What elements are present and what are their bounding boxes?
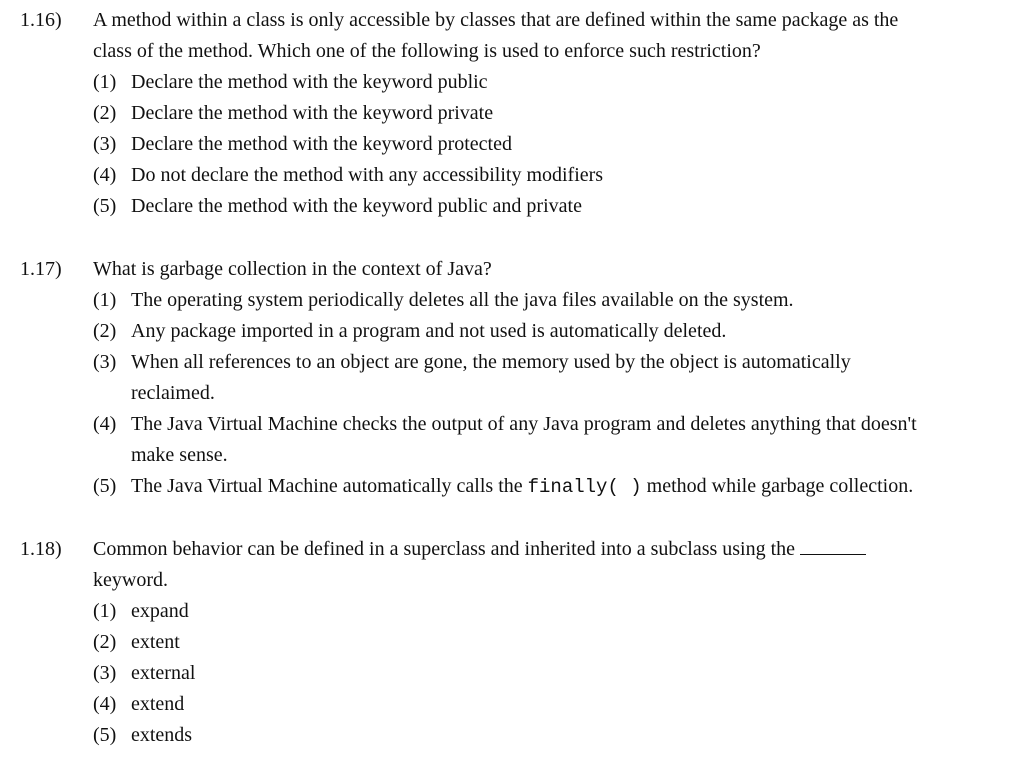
option-text: extends: [131, 724, 193, 746]
option-text: extent: [131, 631, 180, 653]
option-number: (3): [93, 133, 117, 155]
option-number: (2): [93, 102, 117, 124]
option-number: (3): [93, 351, 117, 373]
option-text: Do not declare the method with any accessibility modifiers: [131, 164, 604, 186]
option-number: (4): [93, 693, 117, 715]
question-line: A method within a class is only accessible by classes that are defined within the same package as the: [93, 9, 899, 31]
option-number: (1): [93, 71, 117, 93]
question-line: [93, 534, 866, 565]
option-4: [93, 160, 603, 191]
option-number: (5): [93, 195, 117, 217]
option-text: Declare the method with the keyword protected: [131, 133, 512, 155]
option-text: extend: [131, 693, 185, 715]
option-text: The operating system periodically deletes all the java files available on the system.: [131, 289, 794, 311]
option-3: [93, 129, 603, 160]
option-5: [93, 191, 603, 222]
option-number: (1): [93, 600, 117, 622]
option-1: [93, 596, 195, 627]
option-text: Declare the method with the keyword public: [131, 71, 488, 93]
answer-blank: [800, 536, 866, 555]
option-1: [93, 285, 917, 316]
option-list: [93, 67, 603, 222]
option-number: (1): [93, 289, 117, 311]
option-text-before: The Java Virtual Machine automatically calls the: [131, 475, 523, 497]
option-text-continued: make sense.: [131, 444, 228, 466]
question-text: [93, 254, 492, 285]
option-text: Any package imported in a program and not used is automatically deleted.: [131, 320, 727, 342]
question-line-text: Common behavior can be defined in a superclass and inherited into a subclass using the: [93, 538, 796, 560]
option-4: [93, 689, 195, 720]
question-line: class of the method. Which one of the following is used to enforce such restriction?: [93, 40, 761, 62]
option-text: When all references to an object are gone, the memory used by the object is automatically: [131, 351, 851, 373]
question-number: 1.17): [20, 258, 62, 280]
question-text: [93, 534, 866, 596]
option-3: [93, 347, 917, 409]
option-2: [93, 316, 917, 347]
option-text-after: method while garbage collection.: [646, 475, 914, 497]
option-number: (4): [93, 413, 117, 435]
option-number: (5): [93, 724, 117, 746]
option-2: [93, 98, 603, 129]
question-line: What is garbage collection in the context of Java?: [93, 258, 492, 280]
option-4: [93, 409, 917, 471]
option-number: (3): [93, 662, 117, 684]
code-finally: finally( ): [527, 476, 642, 498]
option-list: [93, 285, 917, 503]
option-number: (5): [93, 475, 117, 497]
option-text: Declare the method with the keyword private: [131, 102, 494, 124]
option-1: [93, 67, 603, 98]
option-3: [93, 658, 195, 689]
question-number: 1.18): [20, 538, 62, 560]
option-number: (2): [93, 320, 117, 342]
question-text: [93, 5, 898, 67]
option-text: external: [131, 662, 196, 684]
option-text: The Java Virtual Machine checks the output of any Java program and deletes anything that doesn't: [131, 413, 917, 435]
option-5: [93, 720, 195, 751]
option-text-continued: reclaimed.: [131, 382, 215, 404]
option-5: [93, 471, 917, 503]
option-2: [93, 627, 195, 658]
option-text: expand: [131, 600, 189, 622]
option-text: Declare the method with the keyword public and private: [131, 195, 582, 217]
option-list: [93, 596, 195, 751]
option-number: (2): [93, 631, 117, 653]
question-number: 1.16): [20, 9, 62, 31]
question-line: keyword.: [93, 569, 168, 591]
option-number: (4): [93, 164, 117, 186]
